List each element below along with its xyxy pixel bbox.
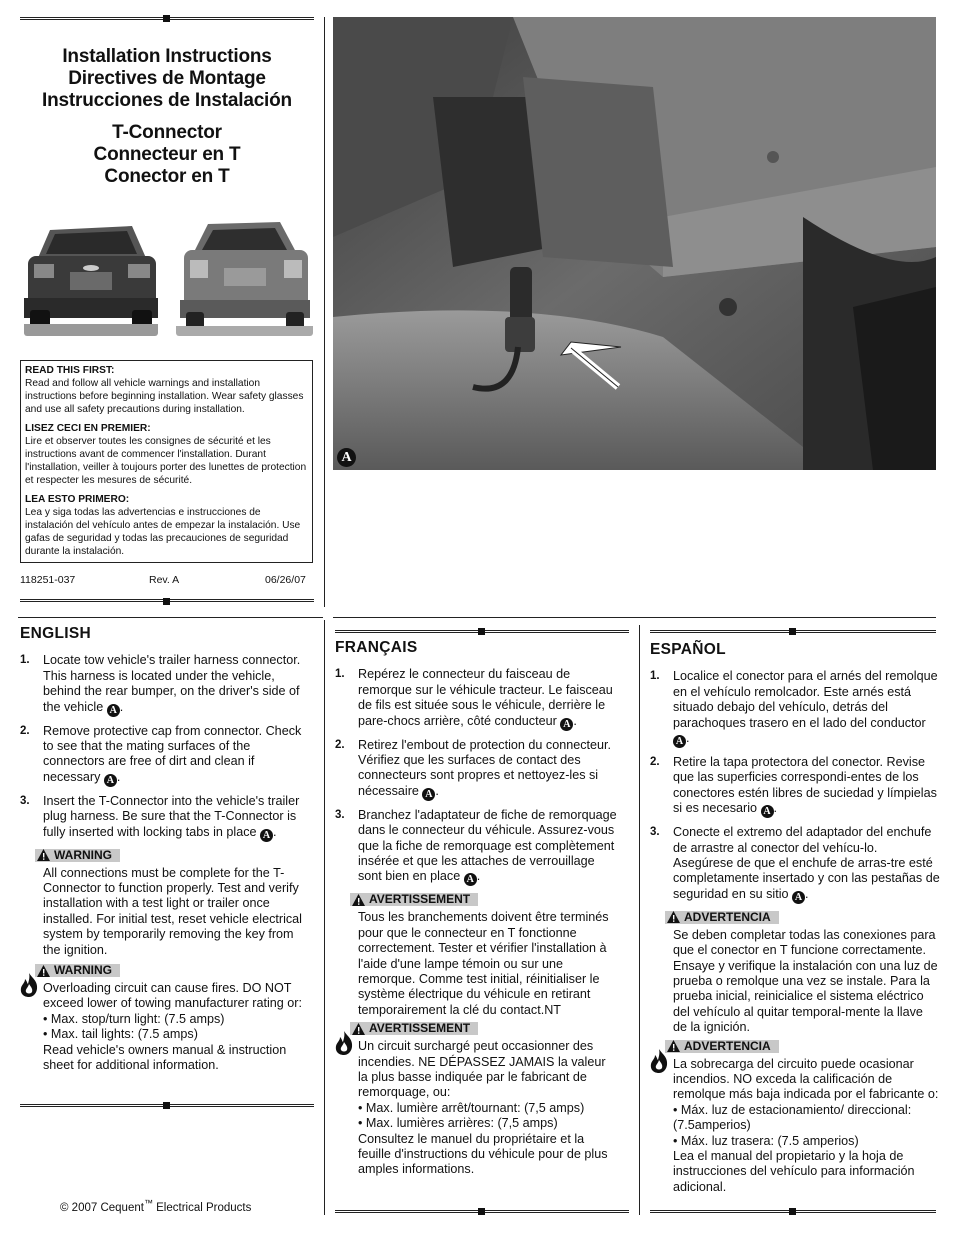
step-number: 2.	[20, 724, 30, 737]
espanol-column	[650, 642, 940, 1195]
warning-text: La sobrecarga del circuito puede ocasionar incendios. NO exceda la calificación de remolque más baja indicada por el fabricante o:	[673, 1056, 939, 1102]
step-2: 2. Retirez l'embout de protection du connecteur. Vérifiez que les surfaces de contact des connecteurs sont propres et nettoyez-les si nécessaire A .	[335, 737, 612, 800]
francais-column	[335, 640, 617, 1178]
warning-triangle-icon	[667, 911, 680, 923]
column-divider	[639, 625, 640, 1215]
rule-marker	[163, 15, 170, 22]
step-text: Branchez l'adaptateur de fiche de remorquage dans le connecteur du véhicule. Assurez-vous que la fiche de remorquage est complètement insérée et que les attaches de verrouillage sont bien en place	[358, 807, 617, 884]
safety-notice-box	[20, 360, 313, 563]
rule-marker	[163, 1102, 170, 1109]
warning-block-2	[335, 1022, 617, 1178]
warning-text: Un circuit surchargé peut occasionner des incendies. NE DÉPASSEZ JAMAIS la valeur la plus basse indiquée par le fabricant de remorquage, ou:	[358, 1039, 606, 1100]
step-1: 1. Localice el conector para el arnés del remolque en el vehículo remolcador. Este arnés está situado debajo del vehículo, detrás del parachoques trasero en el lado del conductor A .	[650, 669, 938, 748]
notice-body-es: Lea y siga todas las advertencias e instrucciones de instalación del vehículo antes de empezar la instalación. Use gafas de seguridad y todas las precauciones de seguridad durante la instalación.	[25, 507, 301, 557]
figure-ref-a: A	[792, 891, 805, 904]
warning-label: WARNING	[35, 964, 120, 977]
warning-label: WARNING	[35, 849, 120, 862]
product-en: T-Connector	[112, 122, 222, 143]
installation-photo	[333, 17, 936, 470]
notice-heading-en: READ THIS FIRST:	[25, 365, 115, 376]
rule-marker	[478, 628, 485, 635]
warning-block-1	[335, 893, 617, 1018]
fire-hazard-icon	[18, 972, 40, 998]
english-column	[20, 626, 310, 1073]
warning-block-2	[20, 964, 310, 1073]
warning-triangle-icon	[352, 894, 365, 906]
revision: Rev. A	[149, 574, 180, 586]
warning-text: Tous les branchements doivent être terminés pour que le connecteur en T fonctionne correctement. Tester et vérifier l'installation à l'aide d'une lampe témoin ou sur une remorque. Comme test initial, réinitialiser le système électrique du véhicule en retirant temporairement la clé du contact.NT	[358, 910, 609, 1017]
column-divider	[324, 620, 325, 1215]
warning-label: AVERTISSEMENT	[350, 893, 478, 906]
notice-heading-fr: LISEZ CECI EN PREMIER:	[25, 423, 151, 434]
warning-text: All connections must be complete for the T-Connector to function properly. Test and verify installation with a test light or trailer once installed. For initial test, reset vehicle electrical system by temporarily removing the key from the ignition.	[43, 865, 302, 957]
warning-block-2	[650, 1040, 940, 1196]
figure-ref-a: A	[104, 774, 117, 787]
step-2: 2. Remove protective cap from connector. Check to see that the mating surfaces of the connectors are free of dirt and clean if necessary A .	[20, 723, 302, 786]
step-text: Localice el conector para el arnés del remolque en el vehículo remolcador. Este arnés está situado debajo del vehículo, detrás del parachoques trasero en el lado del conductor	[673, 669, 938, 730]
step-number: 1.	[335, 668, 345, 681]
warning-limit: • Max. lumière arrêt/tournant: (7,5 amps)	[358, 1100, 585, 1115]
step-2: 2. Retire la tapa protectora del conector. Revise que las superficies correspondi-entes de los conectores estén libres de suciedad y límpielas si es necesario A .	[650, 755, 937, 818]
step-number: 3.	[335, 808, 345, 821]
title-en: Installation Instructions	[62, 46, 272, 67]
step-text: Retire la tapa protectora del conector. Revise que las superficies correspondi-entes de los conectores estén libres de suciedad y límpielas si es necesario	[673, 755, 937, 816]
warning-note: Consultez le manuel du propriétaire et la feuille d'instructions du véhicule pour de plus amples informations.	[358, 1131, 608, 1177]
warning-text: Overloading circuit can cause fires. DO NOT exceed lower of towing manufacturer rating or:	[43, 980, 303, 1011]
product-es: Conector en T	[104, 166, 230, 187]
part-number: 118251-037	[20, 574, 76, 586]
figure-ref-a: A	[761, 805, 774, 818]
step-text: Repérez le connecteur du faisceau de remorque sur le véhicule tracteur. Le faisceau de fils est située sous le véhicule, derrière le pare-chocs arrière, côté conducteur	[358, 667, 613, 728]
step-text: Locate tow vehicle's trailer harness connector. This harness is located under the vehicle, behind the rear bumper, on the driver's side of the vehicle	[43, 653, 301, 714]
warning-limit: • Máx. luz de estacionamiento/ direccional: (7.5amperios)	[673, 1102, 912, 1133]
step-number: 3.	[20, 794, 30, 807]
rule-marker	[789, 628, 796, 635]
notice-body-en: Read and follow all vehicle warnings and installation instructions before beginning installation. Wear safety glasses and use all safety precautions during installation.	[25, 378, 304, 415]
warning-label: AVERTISSEMENT	[350, 1022, 478, 1035]
step-text: Conecte el extremo del adaptador del enchufe de arrastre al conector del vehícu-lo. Asegúrese de que el enchufe de arras-tre esté completamente insertado y con las pestañas de seguridad en su sitio	[673, 825, 940, 901]
figure-ref-a: A	[107, 704, 120, 717]
step-text: Retirez l'embout de protection du connecteur. Vérifiez que les surfaces de contact des connecteurs sont propres et nettoyez-les si nécessaire	[358, 737, 612, 798]
figure-ref-a: A	[422, 788, 435, 801]
figure-ref-a: A	[464, 873, 477, 886]
warning-block-1	[650, 911, 940, 1036]
figure-ref-a: A	[260, 829, 273, 842]
step-number: 2.	[650, 756, 660, 769]
copyright: © 2007 Cequent™ Electrical Products	[60, 1198, 252, 1214]
step-number: 3.	[650, 826, 660, 839]
title-es: Instrucciones de Instalación	[42, 90, 292, 111]
warning-limit: • Max. stop/turn light: (7.5 amps)	[43, 1011, 225, 1026]
fire-hazard-icon	[648, 1048, 670, 1074]
step-3: 3. Conecte el extremo del adaptador del enchufe de arrastre al conector del vehícu-lo. Asegúrese de que el enchufe de arras-tre esté completamente insertado y con las pestañas de seguridad en su sitio A .	[650, 825, 940, 903]
section-divider	[18, 617, 323, 618]
step-3: 3. Insert the T-Connector into the vehicle's trailer plug harness. Be sure that the T-Connector is fully inserted with locking tabs in place A .	[20, 793, 300, 841]
warning-triangle-icon	[37, 849, 50, 861]
rule-marker	[789, 1208, 796, 1215]
step-number: 1.	[650, 670, 660, 683]
step-number: 2.	[335, 738, 345, 751]
fire-hazard-icon	[333, 1030, 355, 1056]
section-divider	[333, 617, 936, 618]
subtitle-group	[20, 122, 314, 188]
rule-marker	[478, 1208, 485, 1215]
figure-label-a: A	[337, 448, 356, 467]
step-3: 3. Branchez l'adaptateur de fiche de remorquage dans le connecteur du véhicule. Assurez-vous que la fiche de remorquage est complètement insérée et que les attaches de verrouillage sont bien en place A .	[335, 807, 617, 886]
figure-ref-a: A	[673, 735, 686, 748]
notice-body-fr: Lire et observer toutes les consignes de sécurité et les instructions avant de commencer l'installation. Durant l'installation, veiller à toujours porter des lunettes de protection et respecter les mesures de sécurité.	[25, 436, 307, 486]
warning-note: Read vehicle's owners manual & instruction sheet for additional information.	[43, 1042, 287, 1072]
vehicle-photo-1	[24, 218, 158, 336]
title-group	[20, 46, 314, 112]
product-fr: Connecteur en T	[93, 144, 241, 165]
step-1: 1. Locate tow vehicle's trailer harness connector. This harness is located under the vehicle, behind the rear bumper, on the driver's side of the vehicle A .	[20, 653, 301, 716]
warning-limit: • Máx. luz trasera: (7.5 amperios)	[673, 1133, 859, 1148]
warning-text: Se deben completar todas las conexiones para que el conector en T funcione correctamente. Ensaye y verifique la instalación con una luz de prueba o remolque una vez se instale. Para la prueba inicial, reinicialice el sistema eléctrico del vehículo al quitar temporal-mente la llave de la ignición.	[673, 927, 938, 1035]
english-heading: ENGLISH	[20, 625, 91, 642]
vehicle-photo-2	[176, 218, 313, 336]
left-column-divider	[324, 17, 325, 607]
warning-label: ADVERTENCIA	[665, 911, 779, 924]
figure-ref-a: A	[560, 718, 573, 731]
warning-limit: • Max. tail lights: (7.5 amps)	[43, 1027, 198, 1042]
rule-marker	[163, 598, 170, 605]
warning-label: ADVERTENCIA	[665, 1040, 779, 1053]
step-text: Insert the T-Connector into the vehicle's trailer plug harness. Be sure that the T-Connector is fully inserted with locking tabs in place	[43, 793, 300, 839]
date: 06/26/07	[265, 574, 306, 586]
francais-heading: FRANÇAIS	[335, 639, 418, 656]
espanol-heading: ESPAÑOL	[650, 641, 726, 658]
warning-note: Lea el manual del propietario y la hoja de instrucciones del vehículo para información adicional.	[673, 1148, 915, 1194]
step-text: Remove protective cap from connector. Check to see that the mating surfaces of the connectors are free of dirt and clean if necessary	[43, 723, 302, 784]
notice-heading-es: LEA ESTO PRIMERO:	[25, 494, 130, 505]
warning-block-1	[20, 849, 310, 958]
step-1: 1. Repérez le connecteur du faisceau de remorque sur le véhicule tracteur. Le faisceau de fils est située sous le véhicule, derrière le pare-chocs arrière, côté conducteur A .	[335, 667, 613, 730]
title-fr: Directives de Montage	[68, 68, 266, 89]
step-number: 1.	[20, 654, 30, 667]
trademark-symbol: ™	[143, 1198, 153, 1208]
warning-limit: • Max. lumières arrières: (7,5 amps)	[358, 1116, 558, 1131]
